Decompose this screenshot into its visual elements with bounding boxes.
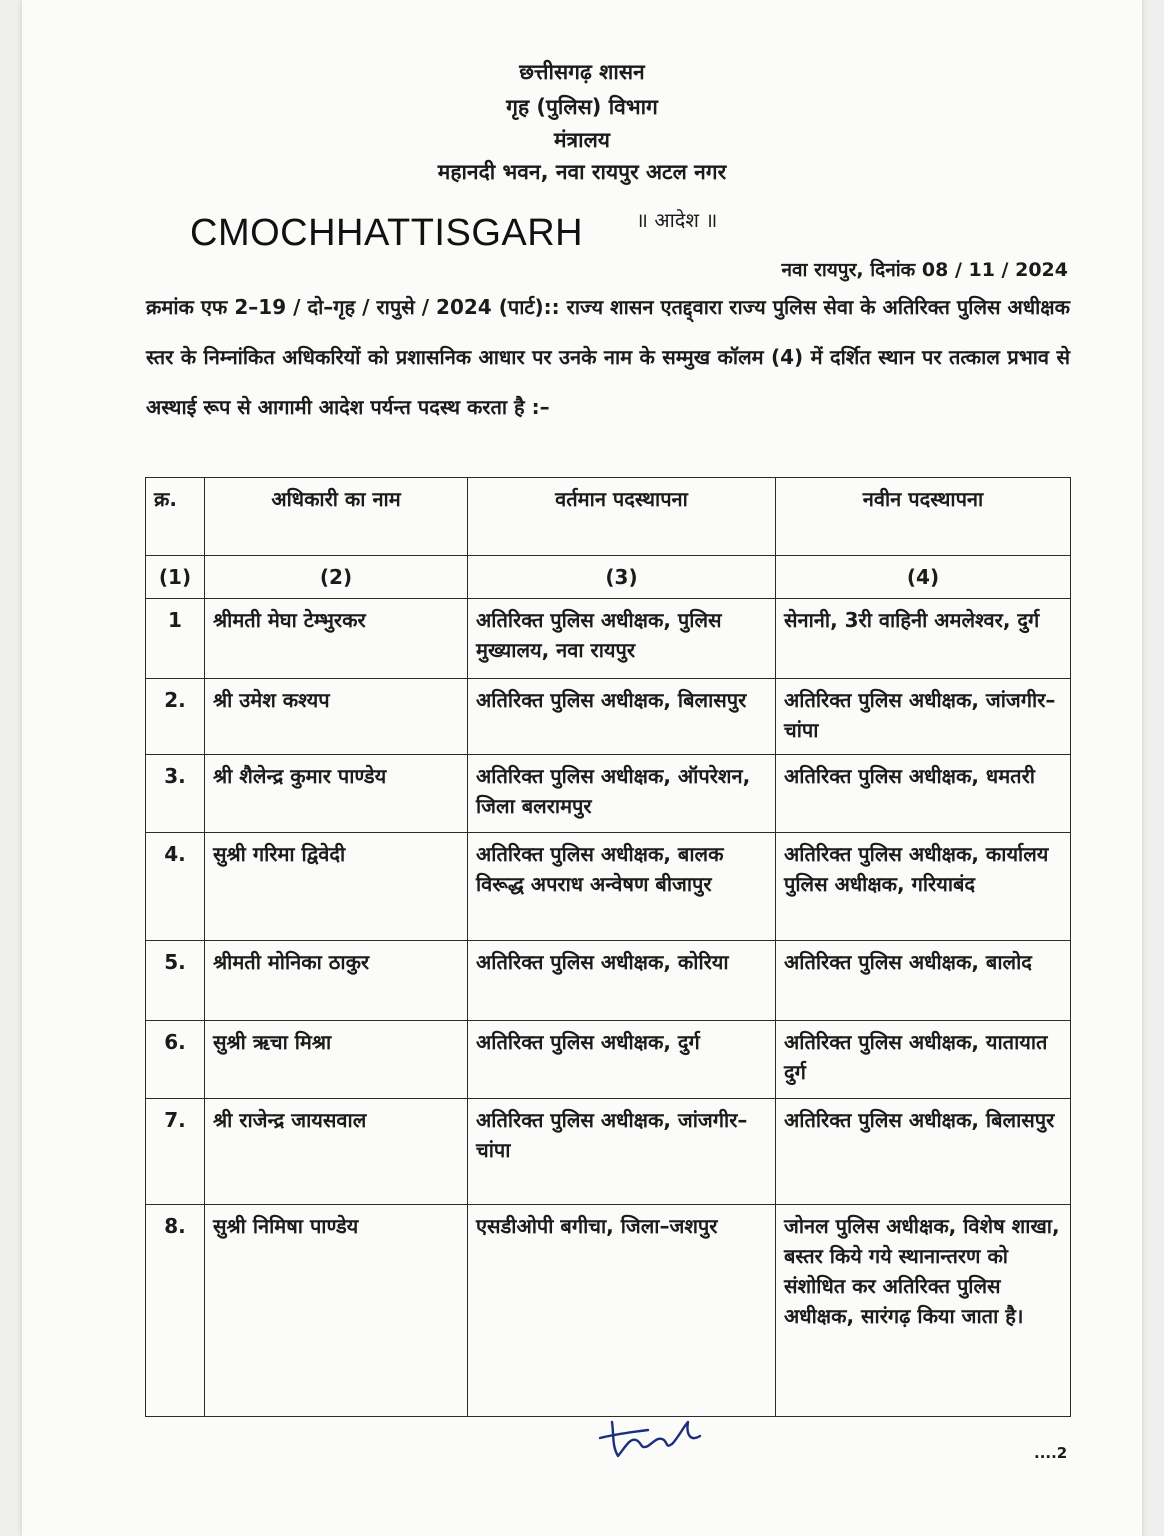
row-sno: 5. (146, 941, 205, 1021)
officer-name: श्रीमती मेघा टेम्भुरकर (205, 599, 468, 679)
column-number-row (146, 556, 1071, 599)
govt-title: छत्तीसगढ़ शासन (519, 60, 645, 84)
new-posting: जोनल पुलिस अधीक्षक, विशेष शाखा, बस्तर किये गये स्थानान्तरण को संशोधित कर अतिरिक्त पुलिस अधीक्षक, सारंगढ़ किया जाता है। (776, 1205, 1071, 1417)
order-mark: ॥ आदेश ॥ (636, 208, 718, 232)
officer-name: सुश्री गरिमा द्विवेदी (205, 833, 468, 941)
col-number: (3) (468, 556, 776, 599)
table-row (146, 1205, 1071, 1417)
order-paragraph: क्रमांक एफ 2–19 / दो–गृह / रापुसे / 2024 (पार्ट):: राज्य शासन एतद्द्वारा राज्य पुलिस सेवा के अतिरिक्त पुलिस अधीक्षक स्तर के निम्नांकित अधिकरियों को प्रशासनिक आधार पर उनके नाम के सम्मुख कॉलम (4) में दर्शित स्थान पर तत्काल प्रभाव से अस्थाई रूप से आगामी आदेश पर्यन्त पदस्थ करता है :– (146, 295, 1070, 419)
current-posting: एसडीओपी बगीचा, जिला–जशपुर (468, 1205, 776, 1417)
row-sno: 3. (146, 755, 205, 833)
row-sno: 2. (146, 679, 205, 755)
ministry-title: मंत्रालय (553, 128, 610, 152)
officer-name: सुश्री निमिषा पाण्डेय (205, 1205, 468, 1417)
header-current-posting: वर्तमान पदस्थापना (468, 478, 776, 556)
header-new-posting: नवीन पदस्थापना (776, 478, 1071, 556)
table-row (146, 833, 1071, 941)
row-sno: 7. (146, 1099, 205, 1205)
officer-name: श्री शैलेन्द्र कुमार पाण्डेय (205, 755, 468, 833)
table-row (146, 599, 1071, 679)
col-number: (1) (146, 556, 205, 599)
header-sno: क्र. (146, 478, 205, 556)
new-posting: अतिरिक्त पुलिस अधीक्षक, कार्यालय पुलिस अधीक्षक, गरियाबंद (776, 833, 1071, 941)
table-row (146, 755, 1071, 833)
new-posting: अतिरिक्त पुलिस अधीक्षक, धमतरी (776, 755, 1071, 833)
transfer-table (145, 477, 1071, 1417)
new-posting: अतिरिक्त पुलिस अधीक्षक, यातायात दुर्ग (776, 1021, 1071, 1099)
page-number: ....2 (1034, 1444, 1068, 1462)
date-line: नवा रायपुर, दिनांक 08 / 11 / 2024 (781, 259, 1068, 281)
officer-name: श्री उमेश कश्यप (205, 679, 468, 755)
header-name: अधिकारी का नाम (205, 478, 468, 556)
current-posting: अतिरिक्त पुलिस अधीक्षक, पुलिस मुख्यालय, नवा रायपुर (468, 599, 776, 679)
table-row (146, 1021, 1071, 1099)
signature-mark (596, 1412, 706, 1462)
new-posting: अतिरिक्त पुलिस अधीक्षक, बिलासपुर (776, 1099, 1071, 1205)
officer-name: सुश्री ऋचा मिश्रा (205, 1021, 468, 1099)
col-number: (2) (205, 556, 468, 599)
department-title: गृह (पुलिस) विभाग (506, 95, 658, 119)
new-posting: अतिरिक्त पुलिस अधीक्षक, बालोद (776, 941, 1071, 1021)
table-row (146, 679, 1071, 755)
officer-name: श्रीमती मोनिका ठाकुर (205, 941, 468, 1021)
officer-name: श्री राजेन्द्र जायसवाल (205, 1099, 468, 1205)
new-posting: अतिरिक्त पुलिस अधीक्षक, जांजगीर–चांपा (776, 679, 1071, 755)
table-header-row (146, 478, 1071, 556)
current-posting: अतिरिक्त पुलिस अधीक्षक, कोरिया (468, 941, 776, 1021)
current-posting: अतिरिक्त पुलिस अधीक्षक, ऑपरेशन, जिला बलरामपुर (468, 755, 776, 833)
current-posting: अतिरिक्त पुलिस अधीक्षक, दुर्ग (468, 1021, 776, 1099)
row-sno: 4. (146, 833, 205, 941)
address-line: महानदी भवन, नवा रायपुर अटल नगर (437, 160, 727, 184)
table-row (146, 941, 1071, 1021)
current-posting: अतिरिक्त पुलिस अधीक्षक, बिलासपुर (468, 679, 776, 755)
row-sno: 8. (146, 1205, 205, 1417)
current-posting: अतिरिक्त पुलिस अधीक्षक, बालक विरूद्ध अपराध अन्वेषण बीजापुर (468, 833, 776, 941)
watermark-text: CMOCHHATTISGARH (190, 212, 584, 254)
row-sno: 1 (146, 599, 205, 679)
table-row (146, 1099, 1071, 1205)
new-posting: सेनानी, 3री वाहिनी अमलेश्वर, दुर्ग (776, 599, 1071, 679)
row-sno: 6. (146, 1021, 205, 1099)
current-posting: अतिरिक्त पुलिस अधीक्षक, जांजगीर–चांपा (468, 1099, 776, 1205)
col-number: (4) (776, 556, 1071, 599)
